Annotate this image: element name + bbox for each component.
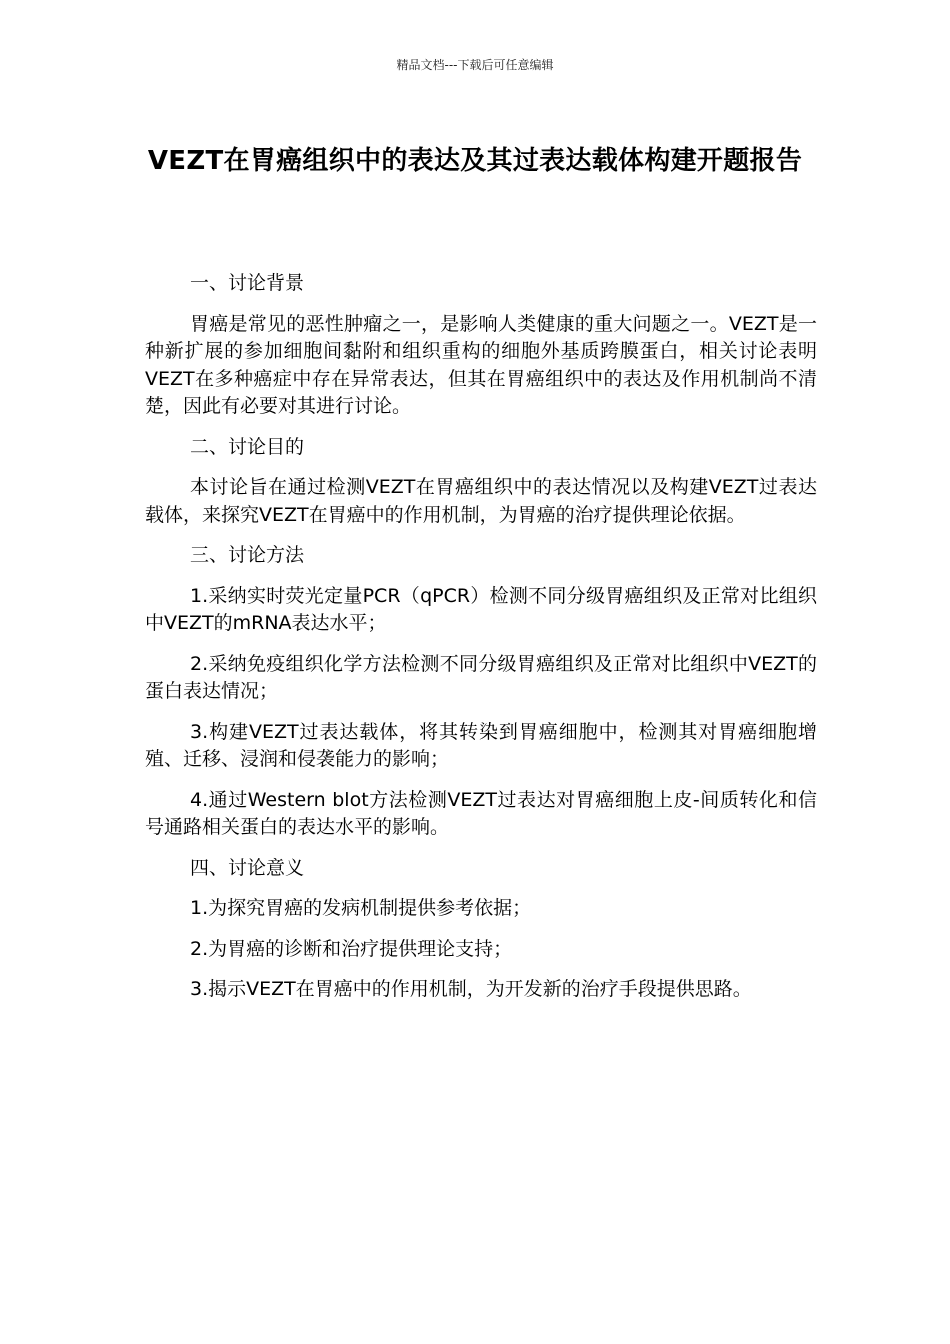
significance-item-1: 1.为探究胃癌的发病机制提供参考依据； [190, 897, 532, 919]
section-heading-methods: 三、讨论方法 [190, 544, 305, 566]
significance-item-3: 3.揭示VEZT在胃癌中的作用机制，为开发新的治疗手段提供思路。 [190, 978, 752, 1000]
significance-item-2: 2.为胃癌的诊断和治疗提供理论支持； [190, 937, 513, 960]
methods-item-1: 1.采纳实时荧光定量PCR（qPCR）检测不同分级胃癌组织及正常对比组织中VEZT的mRNA表达水平； [145, 584, 817, 634]
methods-item-4: 4.通过Western blot方法检测VEZT过表达对胃癌细胞上皮-间质转化和信号通路相关蛋白的表达水平的影响。 [145, 788, 817, 838]
methods-item-2: 2.采纳免疫组织化学方法检测不同分级胃癌组织及正常对比组织中VEZT的蛋白表达情况； [145, 652, 817, 702]
methods-item-3: 3.构建VEZT过表达载体，将其转染到胃癌细胞中，检测其对胃癌细胞增殖、迁移、浸润和侵袭能力的影响； [145, 720, 817, 770]
purpose-paragraph: 本讨论旨在通过检测VEZT在胃癌组织中的表达情况以及构建VEZT过表达载体，来探究VEZT在胃癌中的作用机制，为胃癌的治疗提供理论依据。 [145, 476, 817, 526]
section-heading-background: 一、讨论背景 [190, 272, 305, 294]
document-title: VEZT在胃癌组织中的表达及其过表达载体构建开题报告 [147, 146, 803, 176]
header-note: 精品文档---下载后可任意编辑 [396, 58, 554, 72]
section-heading-purpose: 二、讨论目的 [190, 435, 305, 458]
section-heading-significance: 四、讨论意义 [190, 856, 305, 879]
background-paragraph: 胃癌是常见的恶性肿瘤之一，是影响人类健康的重大问题之一。VEZT是一种新扩展的参加细胞间黏附和组织重构的细胞外基质跨膜蛋白，相关讨论表明VEZT在多种癌症中存在异常表达，但其在胃癌组织中的表达及作用机制尚不清楚，因此有必要对其进行讨论。 [145, 312, 817, 417]
document-body [145, 270, 817, 1017]
